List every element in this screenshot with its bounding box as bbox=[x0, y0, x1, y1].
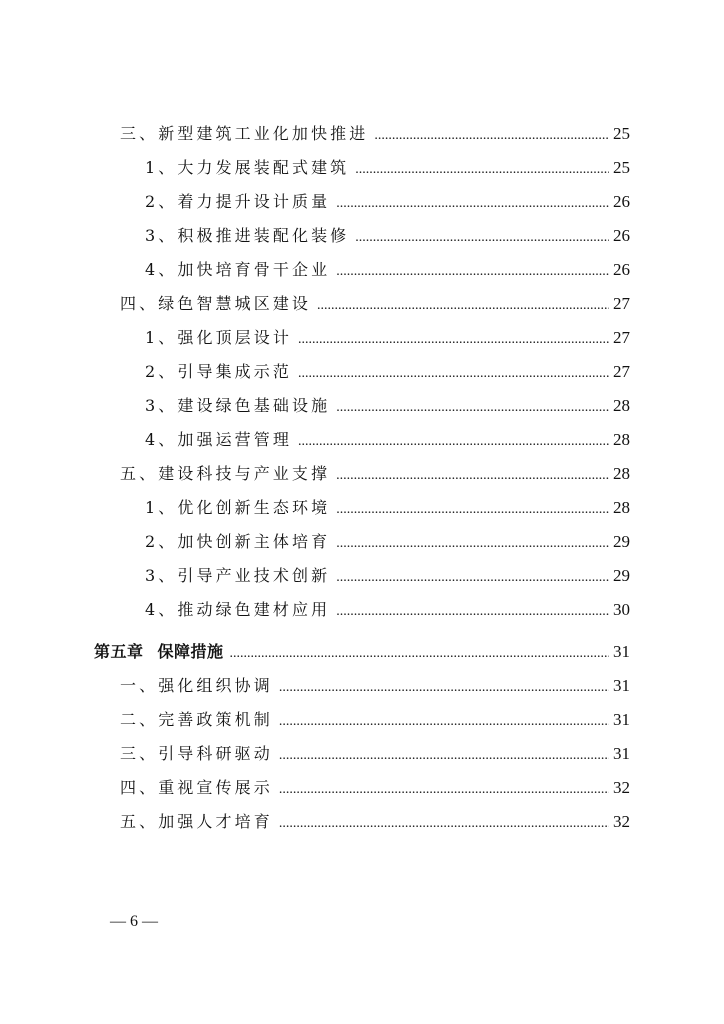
toc-entry-title: 3、引导产业技术创新 bbox=[145, 566, 331, 585]
toc-entry-page: 30 bbox=[613, 600, 630, 619]
toc-entry[interactable] bbox=[145, 189, 630, 223]
toc-entry-title: 4、推动绿色建材应用 bbox=[145, 600, 331, 619]
toc-entry-page: 26 bbox=[613, 226, 630, 245]
toc-entry-page: 29 bbox=[613, 566, 630, 585]
toc-entry-page: 28 bbox=[613, 430, 630, 449]
toc-entry-page: 31 bbox=[613, 642, 630, 661]
toc-entry[interactable] bbox=[120, 775, 630, 809]
toc-entry-title: 一、强化组织协调 bbox=[120, 676, 273, 695]
dot-leader bbox=[336, 196, 609, 212]
dot-leader bbox=[279, 782, 609, 798]
toc-entry[interactable] bbox=[145, 155, 630, 189]
toc-entry-title: 1、大力发展装配式建筑 bbox=[145, 158, 350, 177]
toc-entry[interactable] bbox=[120, 809, 630, 843]
dot-leader bbox=[298, 366, 609, 382]
toc-entry-title: 3、建设绿色基础设施 bbox=[145, 396, 331, 415]
toc-entry[interactable] bbox=[120, 707, 630, 741]
dot-leader bbox=[336, 468, 609, 484]
toc-entry[interactable] bbox=[145, 427, 630, 461]
toc-entry-title: 三、引导科研驱动 bbox=[120, 744, 273, 763]
dot-leader bbox=[279, 714, 609, 730]
toc-chapter-entry[interactable] bbox=[94, 639, 630, 673]
dot-leader bbox=[279, 680, 609, 696]
toc-entry-page: 25 bbox=[613, 124, 630, 143]
toc-entry[interactable] bbox=[120, 673, 630, 707]
toc-entry-title: 三、新型建筑工业化加快推进 bbox=[120, 124, 369, 143]
dot-leader bbox=[279, 748, 609, 764]
dot-leader bbox=[279, 816, 609, 832]
toc-entry[interactable] bbox=[145, 529, 630, 563]
toc-entry-page: 26 bbox=[613, 192, 630, 211]
toc-entry-title: 1、优化创新生态环境 bbox=[145, 498, 331, 517]
dot-leader bbox=[336, 502, 609, 518]
dot-leader bbox=[336, 570, 609, 586]
toc-entry[interactable] bbox=[120, 121, 630, 155]
toc-entry-title: 4、加快培育骨干企业 bbox=[145, 260, 331, 279]
toc-entry-title: 五、加强人才培育 bbox=[120, 812, 273, 831]
toc-entry[interactable] bbox=[145, 495, 630, 529]
toc-entry-page: 26 bbox=[613, 260, 630, 279]
toc-entry-page: 27 bbox=[613, 294, 630, 313]
toc-entry-title: 4、加强运营管理 bbox=[145, 430, 292, 449]
toc-entry[interactable] bbox=[145, 257, 630, 291]
dot-leader bbox=[355, 230, 609, 246]
toc-entry[interactable] bbox=[145, 393, 630, 427]
toc-entry-page: 31 bbox=[613, 744, 630, 763]
dot-leader bbox=[336, 264, 609, 280]
toc-entry[interactable] bbox=[120, 741, 630, 775]
toc-entry-page: 28 bbox=[613, 498, 630, 517]
toc-entry-title: 2、引导集成示范 bbox=[145, 362, 292, 381]
toc-entry-title: 2、加快创新主体培育 bbox=[145, 532, 331, 551]
toc-entry-page: 32 bbox=[613, 812, 630, 831]
chapter-name: 保障措施 bbox=[157, 642, 224, 661]
toc-entry-page: 31 bbox=[613, 710, 630, 729]
toc-entry-title: 二、完善政策机制 bbox=[120, 710, 273, 729]
page-number-footer: — 6 — bbox=[110, 913, 158, 930]
toc-entry-title: 1、强化顶层设计 bbox=[145, 328, 292, 347]
dot-leader bbox=[374, 128, 609, 144]
dot-leader bbox=[336, 604, 609, 620]
dot-leader bbox=[298, 332, 609, 348]
toc-chapter-title bbox=[94, 639, 224, 662]
toc-entry[interactable] bbox=[120, 291, 630, 325]
toc-entry-title: 五、建设科技与产业支撑 bbox=[120, 464, 331, 483]
toc-entry-page: 28 bbox=[613, 396, 630, 415]
dot-leader bbox=[298, 434, 609, 450]
dot-leader bbox=[336, 400, 609, 416]
toc-entry[interactable] bbox=[120, 461, 630, 495]
dot-leader bbox=[317, 298, 609, 314]
toc-entry-page: 25 bbox=[613, 158, 630, 177]
toc-entry-page: 32 bbox=[613, 778, 630, 797]
chapter-number: 第五章 bbox=[94, 642, 144, 661]
toc-entry[interactable] bbox=[145, 325, 630, 359]
toc-entry-title: 四、重视宣传展示 bbox=[120, 778, 273, 797]
toc-entry[interactable] bbox=[145, 597, 630, 631]
toc-entry-page: 27 bbox=[613, 328, 630, 347]
toc-entry-page: 27 bbox=[613, 362, 630, 381]
toc-entry-title: 四、绿色智慧城区建设 bbox=[120, 294, 312, 313]
dot-leader bbox=[336, 536, 609, 552]
toc-entry[interactable] bbox=[145, 223, 630, 257]
toc-entry-page: 31 bbox=[613, 676, 630, 695]
toc-entry-page: 29 bbox=[613, 532, 630, 551]
dot-leader bbox=[230, 646, 609, 662]
toc-entry-page: 28 bbox=[613, 464, 630, 483]
toc-entry[interactable] bbox=[145, 563, 630, 597]
dot-leader bbox=[355, 162, 609, 178]
toc-entry-title: 3、积极推进装配化装修 bbox=[145, 226, 350, 245]
toc-entry[interactable] bbox=[145, 359, 630, 393]
toc-entry-title: 2、着力提升设计质量 bbox=[145, 192, 331, 211]
